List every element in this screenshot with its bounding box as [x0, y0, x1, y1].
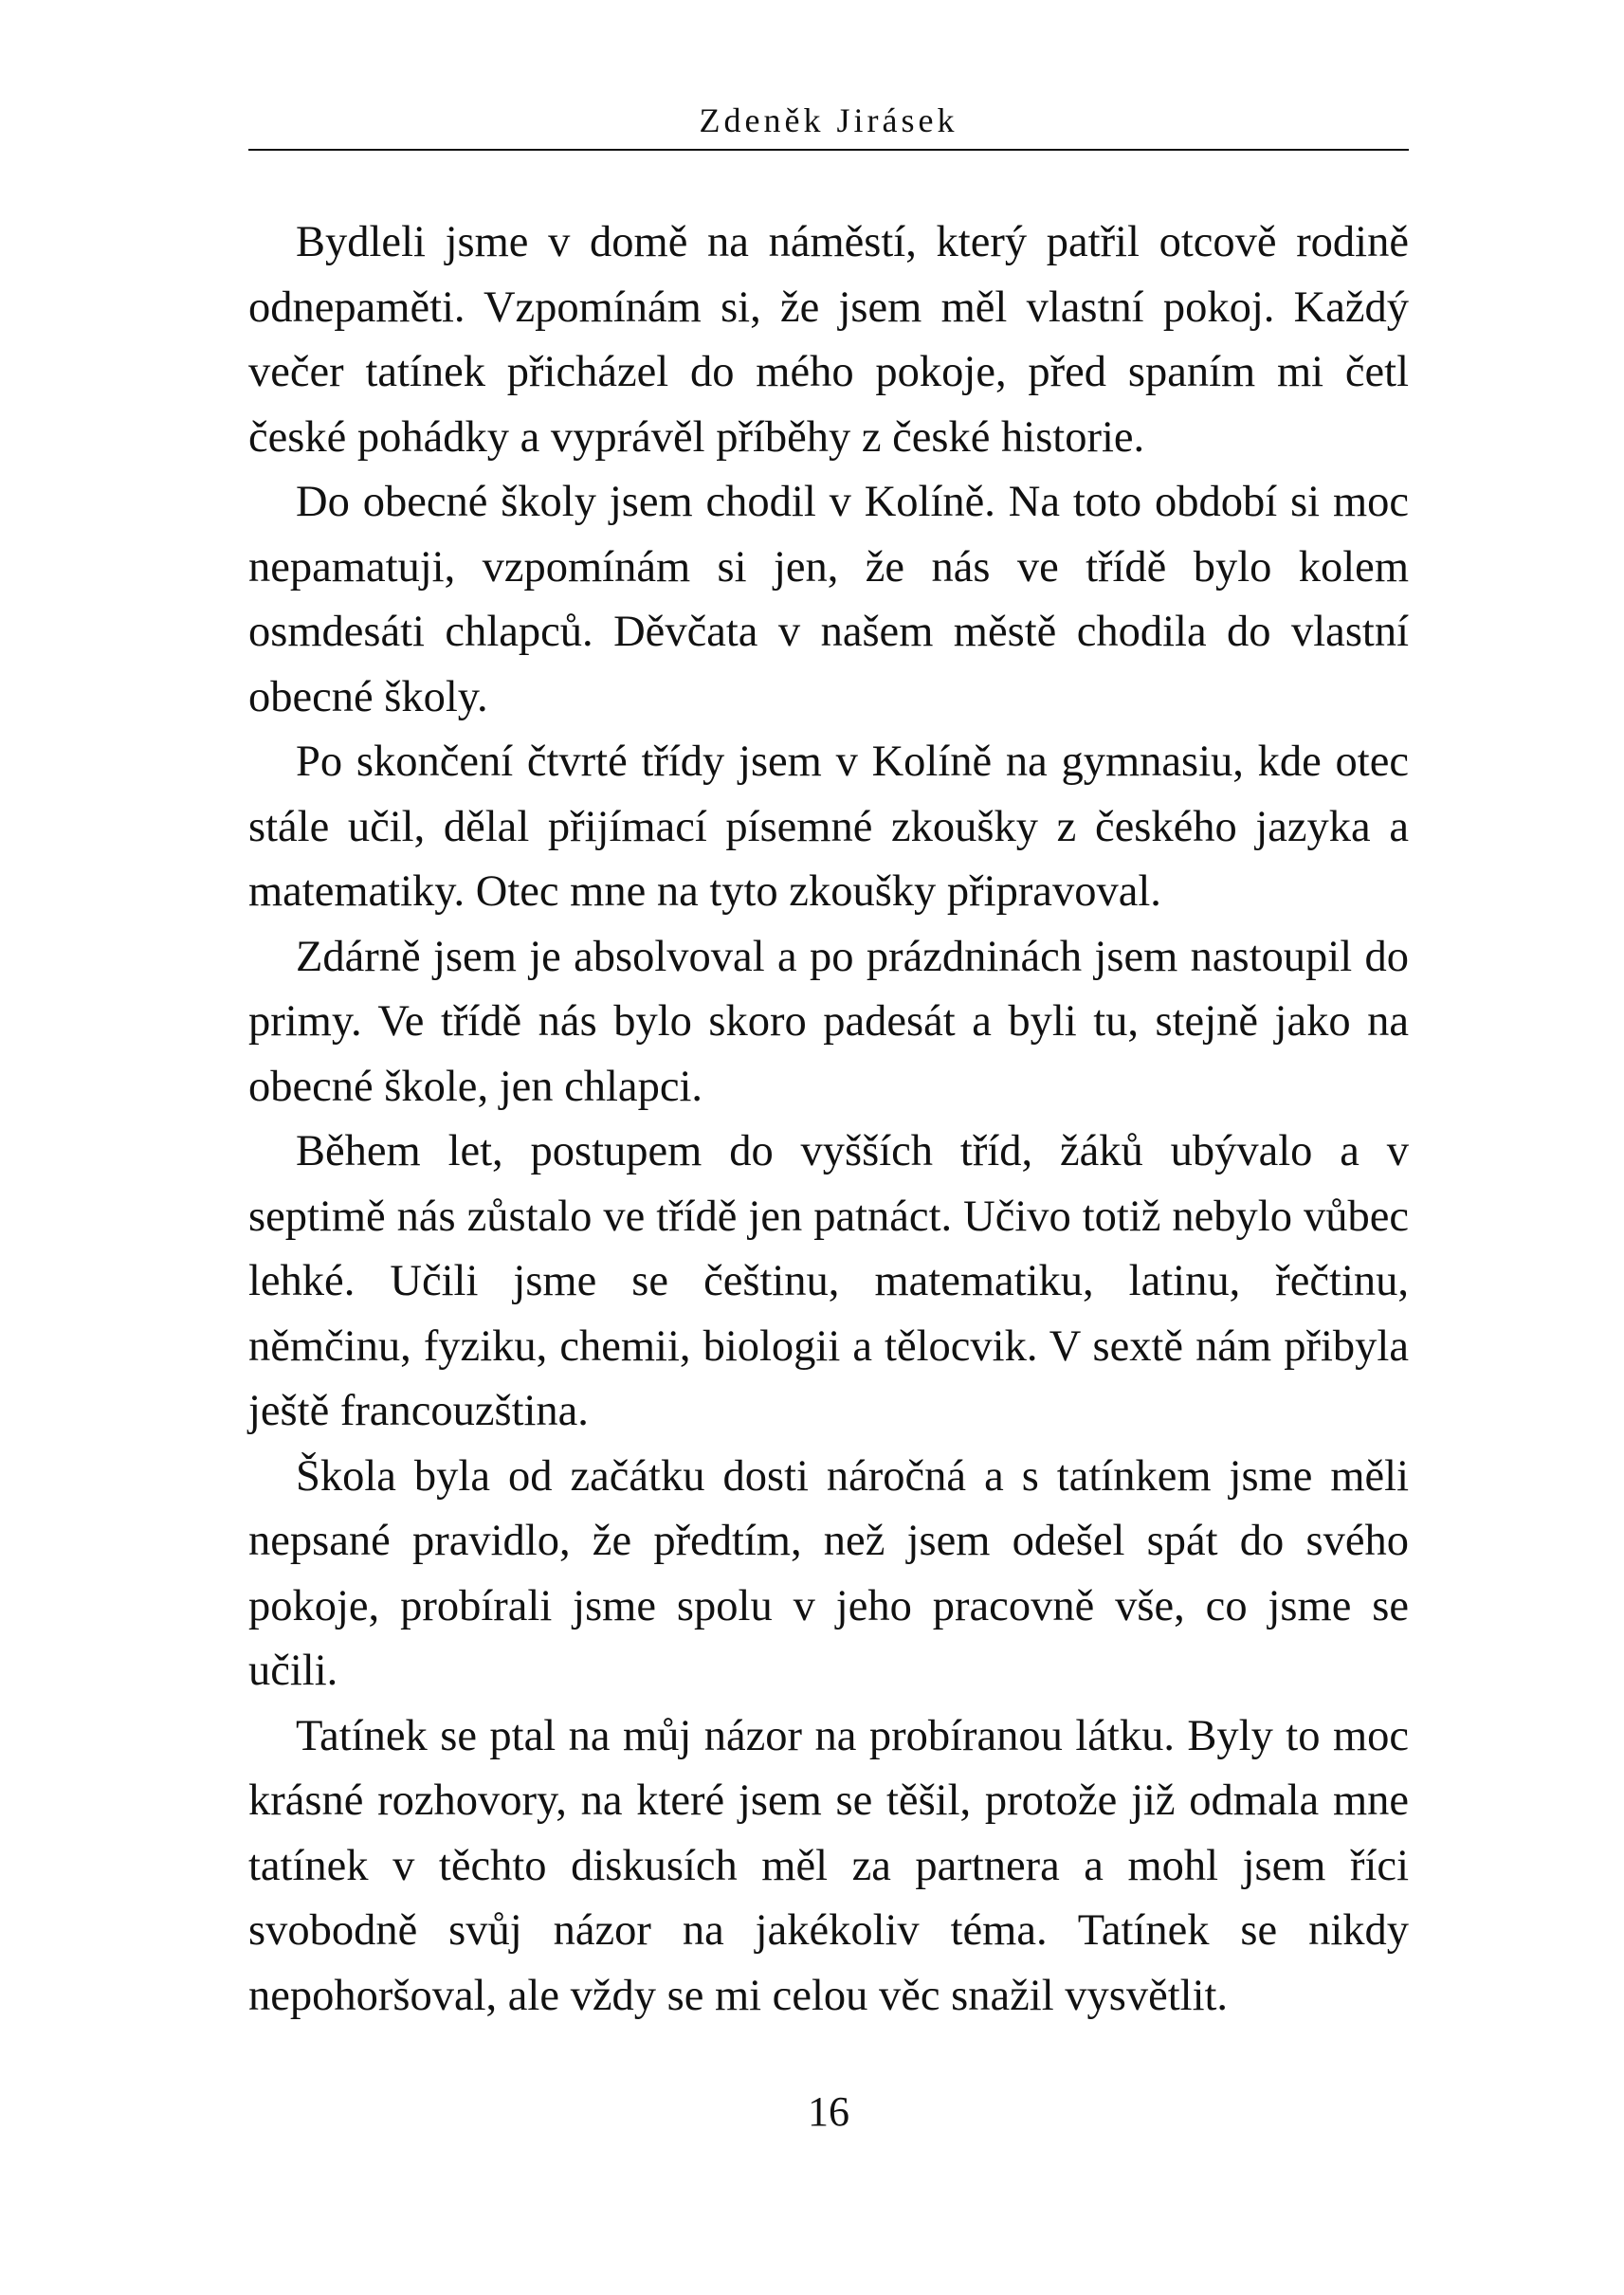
header-rule — [248, 149, 1409, 151]
paragraph: Tatínek se ptal na můj názor na probíranou látku. Byly to moc krásné rozhovory, na které jsem se těšil, protože již odmala mne tatínek v těchto diskusích měl za partnera a mohl jsem říci svobodně svůj názor na jakékoliv téma. Tatínek se nikdy nepohoršoval, ale vždy se mi celou věc snažil vysvětlit. — [248, 1711, 1409, 2020]
body-text — [248, 210, 1409, 2029]
paragraph: Do obecné školy jsem chodil v Kolíně. Na toto období si moc nepamatuji, vzpomínám si jen, že nás ve třídě bylo kolem osmdesáti chlapců. Děvčata v našem městě chodila do vlastní obecné školy. — [248, 478, 1409, 721]
paragraph: Po skončení čtvrté třídy jsem v Kolíně na gymnasiu, kde otec stále učil, dělal přijímací písemné zkoušky z českého jazyka a matematiky. Otec mne na tyto zkoušky připravoval. — [248, 738, 1409, 916]
paragraph: Zdárně jsem je absolvoval a po prázdninách jsem nastoupil do primy. Ve třídě nás bylo skoro padesát a byli tu, stejně jako na obecné škole, jen chlapci. — [248, 932, 1409, 1111]
running-head-author: Zdeněk Jirásek — [699, 101, 958, 139]
page-number: 16 — [808, 2088, 849, 2135]
paragraph: Škola byla od začátku dosti náročná a s tatínkem jsme měli nepsané pravidlo, že předtím, než jsem odešel spát do svého pokoje, probírali jsme spolu v jeho pracovně vše, co jsme se učili. — [248, 1451, 1409, 1695]
paragraph: Bydleli jsme v domě na náměstí, který patřil otcově rodině odnepaměti. Vzpomínám si, že jsem měl vlastní pokoj. Každý večer tatínek přicházel do mého pokoje, před spaním mi četl české pohádky a vyprávěl příběhy z české historie. — [248, 218, 1409, 462]
paragraph: Během let, postupem do vyšších tříd, žáků ubývalo a v septimě nás zůstalo ve třídě jen patnáct. Učivo totiž nebylo vůbec lehké. Učili jsme se češtinu, matematiku, latinu, řečtinu, němčinu, fyziku, chemii, biologii a tělocvik. V sextě nám přibyla ještě francouzština. — [248, 1127, 1409, 1435]
